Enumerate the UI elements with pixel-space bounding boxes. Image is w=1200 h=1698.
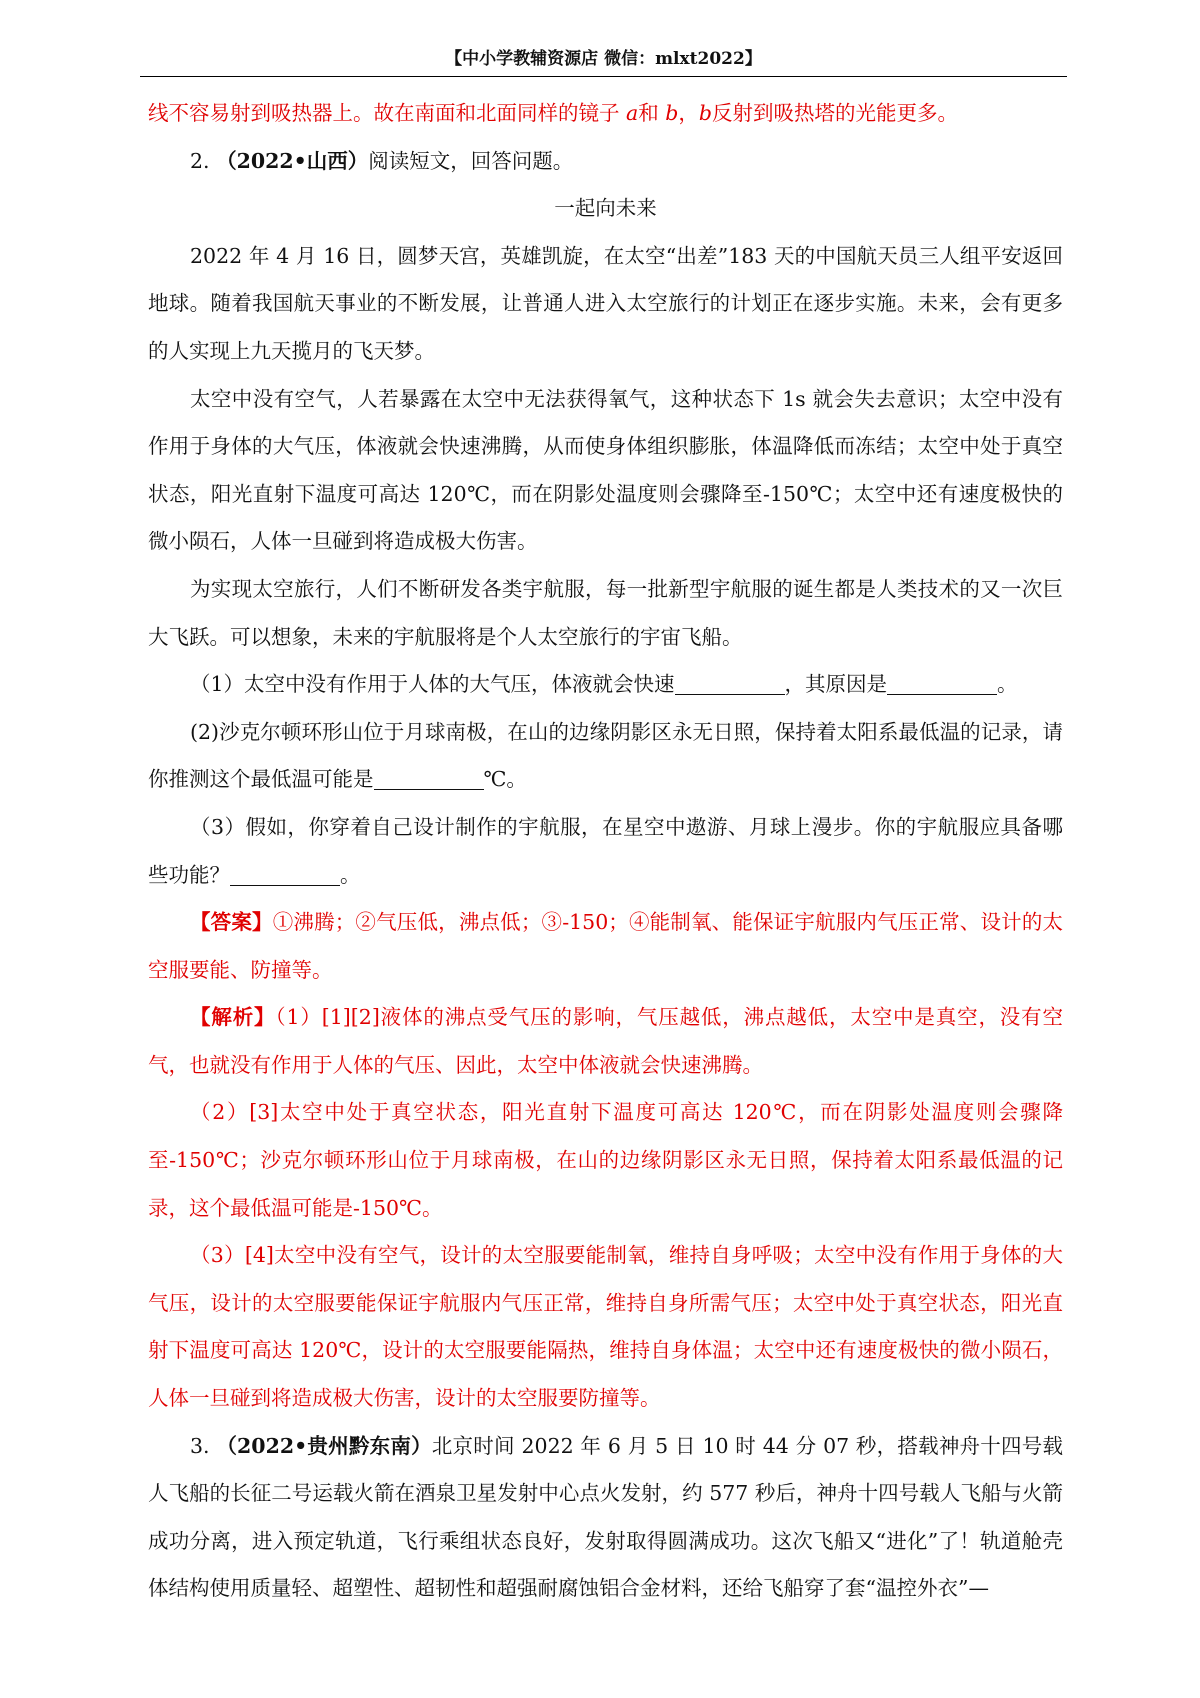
analysis-block-3: （3）[4]太空中没有空气，设计的太空服要能制氧，维持自身呼吸；太空中没有作用于身体的大气压，设计的太空服要能保证宇航服内气压正常，维持自身所需气压；太空中处于真空状态，阳光直射下温度可高达 120℃，设计的太空服要能隔热，维持自身体温；太空中还有速度极快的微小陨石，人体一旦碰到将造成极大伤害，设计的太空服要防撞等。 [148,1243,1063,1411]
question-source: （2022•山西） [216,148,369,173]
analysis-block-2: （2）[3]太空中处于真空状态，阳光直射下温度可高达 120℃，而在阴影处温度则会骤降至-150℃；沙克尔顿环形山位于月球南极，在山的边缘阴影区永无日照，保持着太阳系最低温的记录，这个最低温可能是-150℃。 [148,1100,1063,1220]
passage-paragraph-1: 2022 年 4 月 16 日，圆梦天宫，英雄凯旋，在太空“出差”183 天的中国航天员三人组平安返回地球。随着我国航天事业的不断发展，让普通人进入太空旅行的计划正在逐步实施。未来，会有更多的人实现上九天揽月的飞天梦。 [148,243,1063,363]
answer-blank [675,674,785,696]
q1-tail-text: 和 [638,101,666,125]
passage-paragraph-3: 为实现太空旅行，人们不断研发各类宇航服，每一批新型宇航服的诞生都是人类技术的又一次巨大飞跃。可以想象，未来的宇航服将是个人太空旅行的宇宙飞船。 [148,576,1063,649]
sub-question-text: 。 [340,862,361,887]
question-number: 2. [190,148,217,173]
mirror-b: b [665,101,679,125]
answer-blank [374,769,484,791]
sub-question-text: ，其原因是 [784,672,888,697]
q1-answer-tail [148,90,1063,138]
sub-question-2 [148,709,1063,804]
q2-stem [148,138,1063,186]
document-body [148,90,1063,1613]
answer-block [148,899,1063,994]
q1-tail-text: 反射到吸热塔的光能更多。 [712,101,959,125]
q1-tail-text: 线不容易射到吸热器上。故在南面和北面同样的镜子 [148,101,627,125]
answer-blank [230,864,340,886]
sub-question-text: （1）太空中没有作用于人体的大气压，体液就会快速 [190,672,675,697]
sub-question-text: 。 [997,672,1018,697]
sub-question-1 [148,661,1063,709]
sub-question-3 [148,804,1063,899]
mirror-a: a [626,101,639,125]
passage-paragraph-2: 太空中没有空气，人若暴露在太空中无法获得氧气，这种状态下 1s 就会失去意识；太空中没有作用于身体的大气压，体液就会快速沸腾，从而使身体组织膨胀，体温降低而冻结；太空中处于真空状态，阳光直射下温度可高达 120℃，而在阴影处温度则会骤降至-150℃；太空中还有速度极快的微小陨石，人体一旦碰到将造成极大伤害。 [148,386,1063,554]
question-source: （2022•贵州黔东南） [216,1433,432,1458]
sub-question-text: ℃。 [483,767,527,792]
header-rule [140,76,1067,77]
question-text: 北京时间 2022 年 6 月 5 日 10 时 44 分 07 秒，搭载神舟十四号载人飞船的长征二号运载火箭在酒泉卫星发射中心点火发射，约 577 秒后，神舟十四号载人飞船与火箭成功分离，进入预定轨道，飞行乘组状态良好，发射取得圆满成功。这次飞船又“进化”了！轨道舱壳体结构使用质量轻、超塑性、超韧性和超强耐腐蚀铝合金材料，还给飞船穿了套“温控外衣”— [148,1433,1063,1601]
q3-stem [148,1423,1063,1613]
answer-label: 【答案】 [190,910,273,935]
answer-text: ①沸腾；②气压低，沸点低；③-150；④能制氧、能保证宇航服内气压正常、设计的太空服要能、防撞等。 [148,910,1063,982]
analysis-text: （1）[1][2]液体的沸点受气压的影响，气压越低，沸点越低，太空中是真空，没有空气，也就没有作用于人体的气压、因此，太空中体液就会快速沸腾。 [148,1005,1064,1077]
analysis-label: 【解析】 [190,1005,276,1030]
sub-question-text: （3）假如，你穿着自己设计制作的宇航服，在星空中遨游、月球上漫步。你的宇航服应具备哪些功能？ [148,814,1063,887]
question-number: 3. [190,1433,217,1458]
sub-question-text: (2)沙克尔顿环形山位于月球南极，在山的边缘阴影区永无日照，保持着太阳系最低温的记录，请你推测这个最低温可能是 [148,719,1063,792]
analysis-block-1 [148,994,1063,1089]
answer-blank [887,674,997,696]
q1-tail-text: ， [678,101,699,125]
question-instruction: 阅读短文，回答问题。 [368,148,574,173]
mirror-b: b [698,101,713,125]
passage-title: 一起向未来 [554,196,657,221]
page-header: 【中小学教辅资源店 微信：mlxt2022】 [445,49,762,69]
